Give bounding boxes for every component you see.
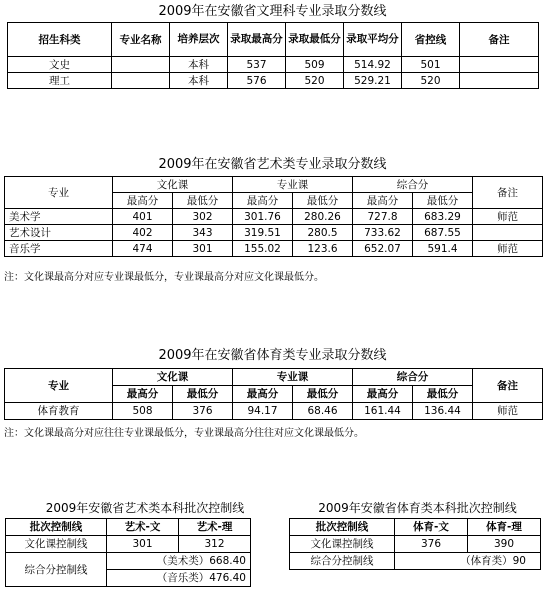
table-row <box>290 536 541 553</box>
header-cell: 最低分 <box>173 386 233 403</box>
header-cell: 省控线 <box>402 23 460 57</box>
table-cell: 301 <box>107 536 179 553</box>
table-row <box>8 57 539 73</box>
header-cell: 艺术-文 <box>107 519 179 536</box>
table-row <box>5 225 543 241</box>
table2-title: 2009年在安徽省艺术类专业录取分数线 <box>158 157 387 172</box>
table-row <box>5 209 543 225</box>
table-header-row <box>8 23 539 57</box>
table-cell: （美术类）668.40 <box>107 553 251 570</box>
table-cell: 综合分控制线 <box>6 553 107 587</box>
table-cell: 652.07 <box>353 241 413 257</box>
table-cell: 161.44 <box>353 403 413 420</box>
table-cell <box>112 73 170 89</box>
table-cell: 301.76 <box>233 209 293 225</box>
table-cell: 520 <box>402 73 460 89</box>
table-cell: 390 <box>468 536 541 553</box>
table-cell: 师范 <box>473 209 543 225</box>
table-cell: 音乐学 <box>5 241 113 257</box>
table-cell: （音乐类）476.40 <box>107 570 251 587</box>
table-cell: 文史 <box>8 57 112 73</box>
table-cell: 319.51 <box>233 225 293 241</box>
header-cell: 专业名称 <box>112 23 170 57</box>
header-cell: 录取最高分 <box>228 23 286 57</box>
header-cell: 批次控制线 <box>6 519 107 536</box>
table-cell: 美术学 <box>5 209 113 225</box>
header-cell: 专业 <box>5 177 113 209</box>
sports-control-line-table <box>289 518 541 570</box>
header-cell: 招生科类 <box>8 23 112 57</box>
table-cell: 591.4 <box>413 241 473 257</box>
table-cell: 体育教育 <box>5 403 113 420</box>
table-header-row <box>5 369 543 386</box>
table-cell <box>460 57 539 73</box>
table5-title: 2009年安徽省体育类本科批次控制线 <box>318 501 517 515</box>
header-cell: 批次控制线 <box>290 519 395 536</box>
header-cell: 最高分 <box>233 193 293 209</box>
header-cell: 体育-文 <box>395 519 468 536</box>
header-cell: 最高分 <box>233 386 293 403</box>
table-cell: 402 <box>113 225 173 241</box>
table-cell: 68.46 <box>293 403 353 420</box>
header-cell: 录取最低分 <box>286 23 344 57</box>
table-cell: 本科 <box>170 73 228 89</box>
table-cell: 376 <box>173 403 233 420</box>
table-cell: 师范 <box>473 241 543 257</box>
table-cell: 687.55 <box>413 225 473 241</box>
table-cell: 综合分控制线 <box>290 553 395 570</box>
header-cell: 专业课 <box>233 177 353 193</box>
table-cell: 576 <box>228 73 286 89</box>
table-cell: 501 <box>402 57 460 73</box>
header-cell: 文化课 <box>113 369 233 386</box>
table1-title: 2009年在安徽省文理科专业录取分数线 <box>158 4 387 19</box>
table-row <box>5 403 543 420</box>
table-cell: 509 <box>286 57 344 73</box>
table-cell: 280.5 <box>293 225 353 241</box>
header-cell: 录取平均分 <box>344 23 402 57</box>
table-cell: 301 <box>173 241 233 257</box>
table-cell: 136.44 <box>413 403 473 420</box>
art-control-line-table <box>5 518 251 587</box>
table-cell: 733.62 <box>353 225 413 241</box>
header-cell: 备注 <box>460 23 539 57</box>
table-cell: 312 <box>179 536 251 553</box>
arts-science-score-table <box>7 22 539 89</box>
table3-note: 注：文化课最高分对应往往专业课最低分，专业课最高分往往对应文化课最低分。 <box>4 428 364 439</box>
table-cell: 520 <box>286 73 344 89</box>
table-cell: 123.6 <box>293 241 353 257</box>
header-cell: 文化课 <box>113 177 233 193</box>
table-row <box>8 73 539 89</box>
table3-title: 2009年在安徽省体育类专业录取分数线 <box>158 348 387 363</box>
table-row <box>6 553 251 570</box>
header-cell: 最低分 <box>173 193 233 209</box>
header-cell: 备注 <box>473 177 543 209</box>
table-cell: 280.26 <box>293 209 353 225</box>
header-cell: 最低分 <box>413 193 473 209</box>
table-cell: 本科 <box>170 57 228 73</box>
header-cell: 最低分 <box>293 193 353 209</box>
table4-title: 2009年安徽省艺术类本科批次控制线 <box>45 501 245 515</box>
header-cell: 综合分 <box>353 369 473 386</box>
table-cell: 文化课控制线 <box>6 536 107 553</box>
header-cell: 体育-理 <box>468 519 541 536</box>
table-cell: 508 <box>113 403 173 420</box>
table-cell: 理工 <box>8 73 112 89</box>
header-cell: 备注 <box>473 369 543 403</box>
table-cell: 514.92 <box>344 57 402 73</box>
table-cell: （体育类）90 <box>395 553 541 570</box>
sports-score-table <box>4 368 543 420</box>
table-cell: 537 <box>228 57 286 73</box>
table-cell <box>473 225 543 241</box>
table-cell: 94.17 <box>233 403 293 420</box>
table-cell: 155.02 <box>233 241 293 257</box>
table-cell: 师范 <box>473 403 543 420</box>
table-cell: 艺术设计 <box>5 225 113 241</box>
table-row <box>6 536 251 553</box>
table-cell: 376 <box>395 536 468 553</box>
header-cell: 最高分 <box>353 386 413 403</box>
table-row <box>290 553 541 570</box>
table-cell: 文化课控制线 <box>290 536 395 553</box>
table-cell: 343 <box>173 225 233 241</box>
table-cell: 401 <box>113 209 173 225</box>
table-cell: 529.21 <box>344 73 402 89</box>
header-cell: 最高分 <box>353 193 413 209</box>
header-cell: 最高分 <box>113 193 173 209</box>
table-header-row <box>6 519 251 536</box>
header-cell: 培养层次 <box>170 23 228 57</box>
header-cell: 综合分 <box>353 177 473 193</box>
table-cell <box>460 73 539 89</box>
table-cell: 302 <box>173 209 233 225</box>
table2-note: 注：文化课最高分对应专业课最低分，专业课最高分对应文化课最低分。 <box>4 272 324 283</box>
header-cell: 专业课 <box>233 369 353 386</box>
header-cell: 最低分 <box>293 386 353 403</box>
header-cell: 最低分 <box>413 386 473 403</box>
table-header-row <box>5 177 543 193</box>
header-cell: 专业 <box>5 369 113 403</box>
table-row <box>5 241 543 257</box>
art-score-table <box>4 176 543 257</box>
table-cell: 727.8 <box>353 209 413 225</box>
table-cell: 474 <box>113 241 173 257</box>
table-header-row <box>290 519 541 536</box>
table-cell: 683.29 <box>413 209 473 225</box>
table-cell <box>112 57 170 73</box>
header-cell: 艺术-理 <box>179 519 251 536</box>
header-cell: 最高分 <box>113 386 173 403</box>
